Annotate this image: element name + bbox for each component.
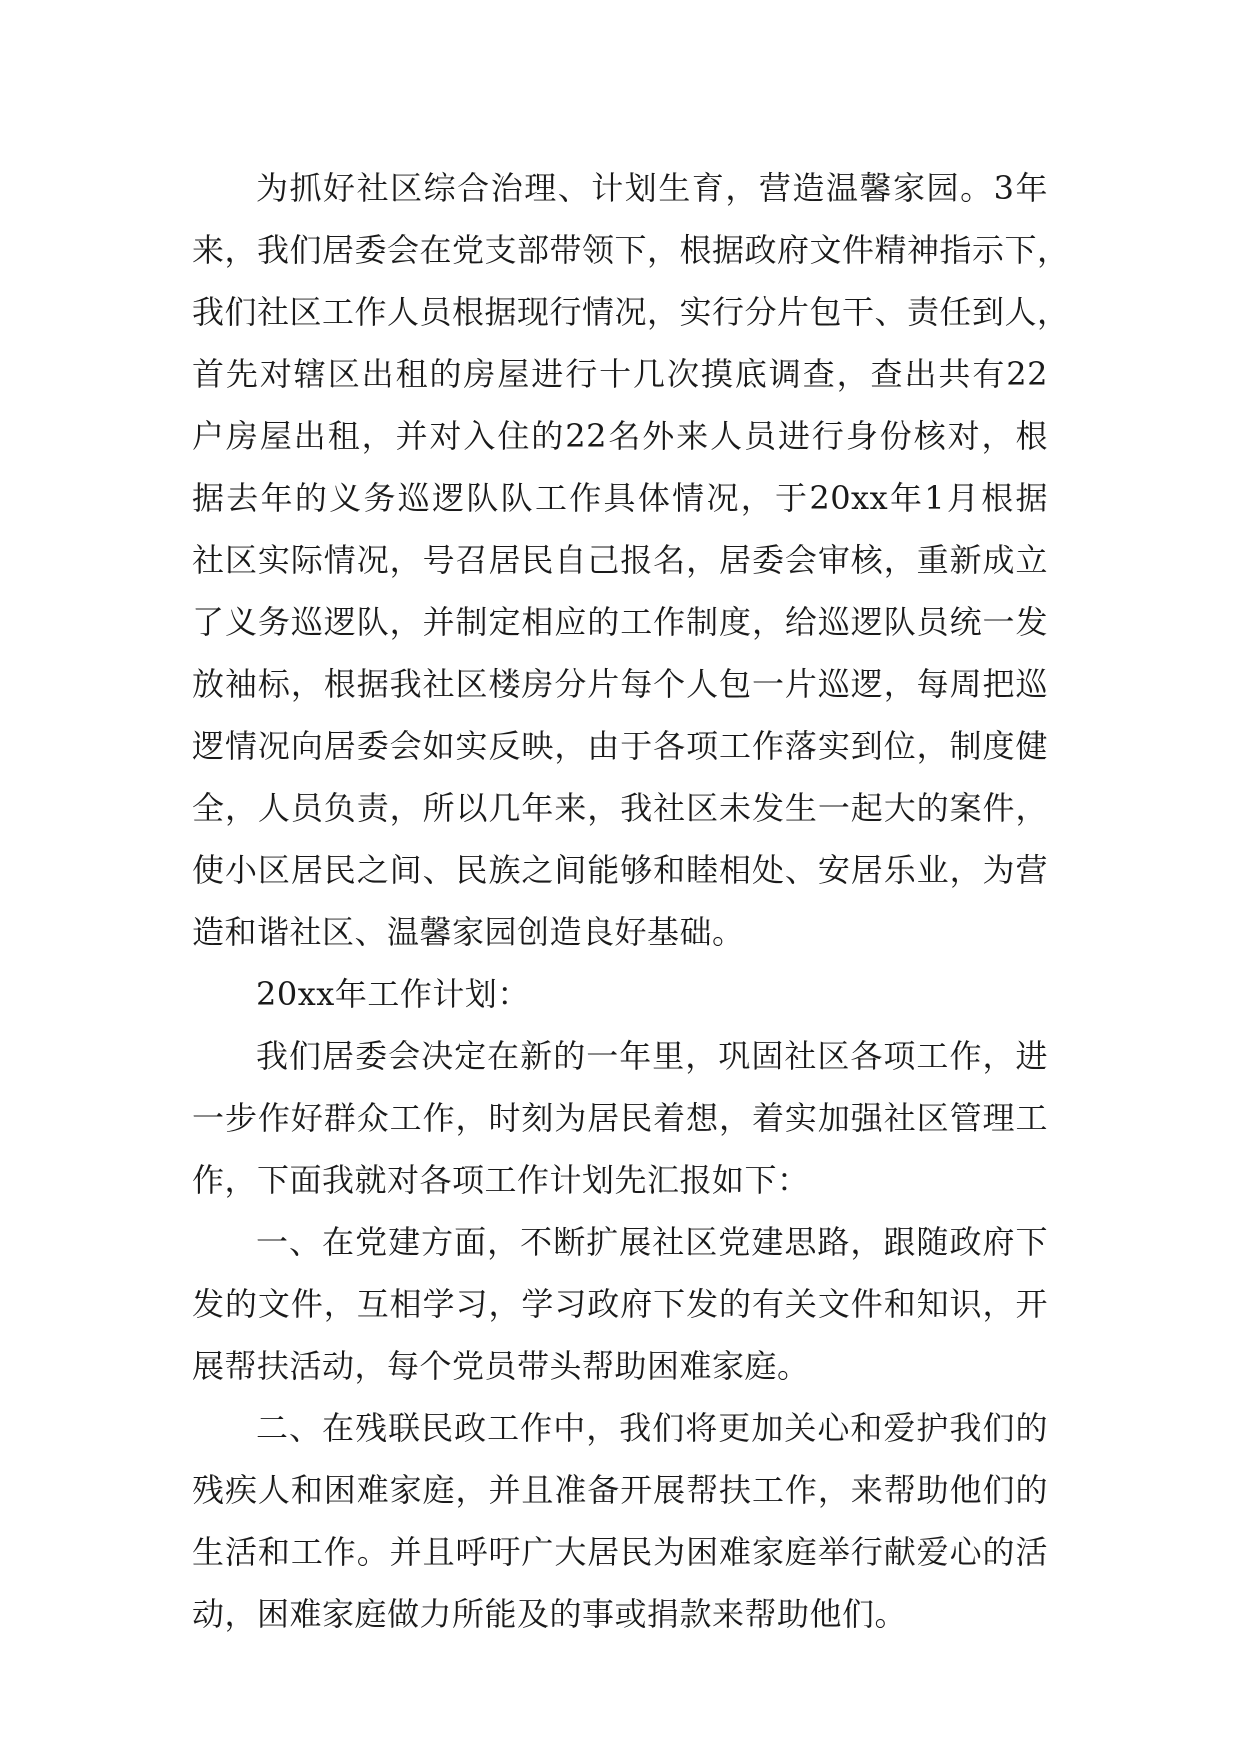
text-line: 残疾人和困难家庭，并且准备开展帮扶工作，来帮助他们的 xyxy=(192,1471,1048,1509)
text-line: 造和谐社区、温馨家园创造良好基础。 xyxy=(192,913,745,951)
paragraph-plan-intro xyxy=(192,1025,1048,1211)
text-line: 使小区居民之间、民族之间能够和睦相处、安居乐业，为营 xyxy=(192,851,1048,889)
text-line: 了义务巡逻队，并制定相应的工作制度，给巡逻队员统一发 xyxy=(192,603,1048,641)
heading-line: 20xx年工作计划： xyxy=(256,975,530,1013)
text-line: 来，我们居委会在党支部带领下，根据政府文件精神指示下， xyxy=(192,231,1070,269)
text-line: 社区实际情况，号召居民自己报名，居委会审核，重新成立 xyxy=(192,541,1048,579)
text-line: 全，人员负责，所以几年来，我社区未发生一起大的案件， xyxy=(192,789,1048,827)
text-line: 户房屋出租，并对入住的22名外来人员进行身份核对，根 xyxy=(192,417,1048,455)
text-line: 为抓好社区综合治理、计划生育，营造温馨家园。3年 xyxy=(256,169,1048,207)
text-line: 展帮扶活动，每个党员带头帮助困难家庭。 xyxy=(192,1347,810,1385)
paragraph-party-building xyxy=(192,1211,1048,1397)
text-line: 动，困难家庭做力所能及的事或捐款来帮助他们。 xyxy=(192,1595,908,1633)
text-line: 二、在残联民政工作中，我们将更加关心和爱护我们的 xyxy=(256,1409,1048,1447)
text-line: 首先对辖区出租的房屋进行十几次摸底调查，查出共有22 xyxy=(192,355,1048,393)
text-line: 据去年的义务巡逻队队工作具体情况，于20xx年1月根据 xyxy=(192,479,1048,517)
section-heading-work-plan xyxy=(192,963,1048,1025)
text-line: 作，下面我就对各项工作计划先汇报如下： xyxy=(192,1161,810,1199)
text-line: 一步作好群众工作，时刻为居民着想，着实加强社区管理工 xyxy=(192,1099,1048,1137)
text-line: 一、在党建方面，不断扩展社区党建思路，跟随政府下 xyxy=(256,1223,1048,1261)
text-line: 我们社区工作人员根据现行情况，实行分片包干、责任到人， xyxy=(192,293,1070,331)
paragraph-disability-civil-affairs xyxy=(192,1397,1048,1645)
text-line: 逻情况向居委会如实反映，由于各项工作落实到位，制度健 xyxy=(192,727,1048,765)
document-page xyxy=(192,157,1070,1645)
text-line: 生活和工作。并且呼吁广大居民为困难家庭举行献爱心的活 xyxy=(192,1533,1048,1571)
text-line: 发的文件，互相学习，学习政府下发的有关文件和知识，开 xyxy=(192,1285,1048,1323)
paragraph-community-governance xyxy=(192,157,1070,963)
text-line: 我们居委会决定在新的一年里，巩固社区各项工作，进 xyxy=(256,1037,1048,1075)
text-line: 放袖标，根据我社区楼房分片每个人包一片巡逻，每周把巡 xyxy=(192,665,1048,703)
